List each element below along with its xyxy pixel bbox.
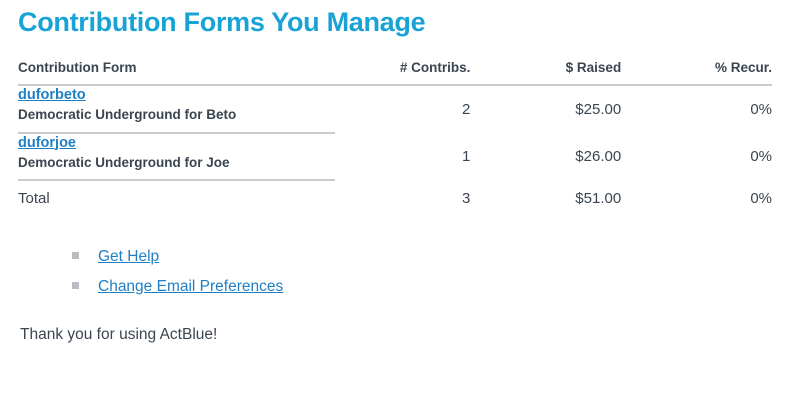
column-header-contribs: # Contribs. xyxy=(335,60,471,85)
table-row xyxy=(18,85,772,133)
table-header xyxy=(18,60,772,85)
thank-you-text: Thank you for using ActBlue! xyxy=(20,326,218,344)
table-header-row xyxy=(18,60,772,85)
contribution-forms-table xyxy=(18,60,772,212)
list-item xyxy=(72,275,772,298)
contribs-cell: 2 xyxy=(462,100,471,118)
table-row xyxy=(18,133,772,181)
column-header-form: Contribution Form xyxy=(18,60,335,85)
total-label: Total xyxy=(18,190,50,208)
square-bullet-icon xyxy=(72,252,79,259)
get-help-link[interactable]: Get Help xyxy=(98,248,160,266)
form-cell xyxy=(18,85,335,133)
contribution-form-link[interactable]: duforbeto xyxy=(18,86,86,103)
raised-cell: $26.00 xyxy=(575,147,622,165)
page-title: Contribution Forms You Manage xyxy=(18,7,426,37)
table-body xyxy=(18,85,772,212)
recur-cell: 0% xyxy=(750,100,772,118)
contribution-form-description: Democratic Underground for Beto xyxy=(18,107,237,123)
table-total-row xyxy=(18,180,772,211)
form-cell xyxy=(18,133,335,181)
contribution-form-description: Democratic Underground for Joe xyxy=(18,155,230,171)
square-bullet-icon xyxy=(72,282,79,289)
contribs-cell: 1 xyxy=(462,147,471,165)
email-body xyxy=(0,8,790,412)
recur-cell: 0% xyxy=(750,147,772,165)
total-recur: 0% xyxy=(750,189,772,207)
raised-cell: $25.00 xyxy=(575,100,622,118)
list-item xyxy=(72,245,772,268)
contribution-form-link[interactable]: duforjoe xyxy=(18,134,76,151)
column-header-recur: % Recur. xyxy=(621,60,772,85)
footer-links-list xyxy=(18,245,772,298)
column-header-raised: $ Raised xyxy=(470,60,621,85)
total-contribs: 3 xyxy=(462,189,471,207)
total-raised: $51.00 xyxy=(575,189,622,207)
change-email-preferences-link[interactable]: Change Email Preferences xyxy=(98,277,284,295)
